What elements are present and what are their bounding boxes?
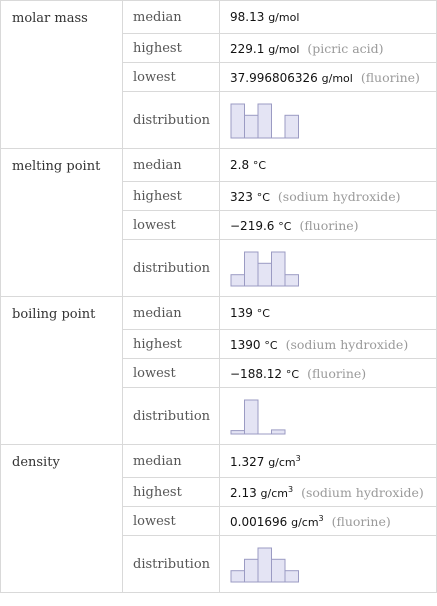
stat-value: [220, 359, 437, 388]
histogram-bar: [258, 548, 272, 582]
stat-label: lowest: [123, 507, 220, 536]
stat-value: [220, 182, 437, 211]
value-unit: °C: [256, 307, 270, 320]
value-unit: g/cm: [291, 515, 319, 529]
value-number: 37.996806326: [230, 70, 318, 85]
stat-value: [220, 34, 437, 63]
value-note: (fluorine): [360, 69, 420, 85]
histogram-bar: [285, 115, 299, 138]
property-name: boiling point: [1, 297, 123, 445]
histogram-bar: [272, 559, 286, 582]
value-number: 0.001696: [230, 514, 288, 529]
value-number: 323: [230, 189, 253, 204]
value-note: (sodium hydroxide): [301, 484, 424, 500]
value-note: (fluorine): [307, 365, 367, 381]
stat-label: lowest: [123, 359, 220, 388]
histogram-bar: [272, 430, 286, 434]
value-number: 98.13: [230, 10, 265, 24]
value-unit: g/mol: [268, 42, 300, 56]
stat-value: [220, 1, 437, 34]
stat-label: median: [123, 149, 220, 182]
stat-label: lowest: [123, 63, 220, 92]
table-row: [1, 1, 437, 34]
unit-exponent: 3: [295, 453, 301, 463]
unit-exponent: 3: [318, 513, 324, 523]
stat-label: lowest: [123, 211, 220, 240]
value-unit: g/cm: [268, 455, 296, 469]
table-row: [1, 297, 437, 330]
distribution-cell: [220, 536, 437, 593]
value-number: −188.12: [230, 366, 283, 381]
stat-value: [220, 63, 437, 92]
histogram-bar: [258, 263, 272, 286]
value-unit: °C: [256, 190, 270, 204]
stat-value: [220, 211, 437, 240]
value-number: 2.13: [230, 485, 257, 500]
histogram-bar: [231, 275, 245, 286]
distribution-cell: [220, 388, 437, 445]
stat-label: median: [123, 445, 220, 478]
stat-label: highest: [123, 182, 220, 211]
stat-label: distribution: [123, 92, 220, 149]
value-number: 229.1: [230, 41, 265, 56]
value-number: 1.327: [230, 454, 265, 469]
value-note: (sodium hydroxide): [277, 188, 401, 204]
value-note: (picric acid): [307, 40, 384, 56]
stat-value: [220, 149, 437, 182]
distribution-histogram: [230, 248, 310, 290]
histogram-bar: [258, 104, 272, 138]
value-number: 2.8: [230, 158, 250, 172]
stat-label: distribution: [123, 536, 220, 593]
stat-label: highest: [123, 34, 220, 63]
value-number: −219.6: [230, 218, 275, 233]
value-unit: g/mol: [321, 71, 353, 85]
stat-value: [220, 445, 437, 478]
histogram-bar: [231, 571, 245, 582]
table-row: [1, 445, 437, 478]
value-unit: g/cm: [260, 486, 288, 500]
value-note: (sodium hydroxide): [285, 336, 409, 352]
value-unit: °C: [278, 219, 292, 233]
histogram-bar: [245, 115, 259, 138]
stat-label: median: [123, 1, 220, 34]
stat-value: [220, 478, 437, 507]
stat-label: distribution: [123, 240, 220, 297]
distribution-cell: [220, 240, 437, 297]
stat-value: [220, 507, 437, 536]
value-number: 1390: [230, 337, 261, 352]
stat-label: distribution: [123, 388, 220, 445]
value-number: 139: [230, 306, 253, 320]
stat-value: [220, 330, 437, 359]
histogram-bar: [245, 400, 259, 434]
histogram-bar: [285, 571, 299, 582]
stat-label: highest: [123, 478, 220, 507]
property-name: density: [1, 445, 123, 593]
histogram-bar: [272, 252, 286, 286]
distribution-histogram: [230, 544, 310, 586]
histogram-bar: [285, 275, 299, 286]
distribution-cell: [220, 92, 437, 149]
property-name: molar mass: [1, 1, 123, 149]
stat-label: median: [123, 297, 220, 330]
value-unit: °C: [252, 159, 267, 172]
histogram-bar: [231, 104, 245, 138]
value-unit: °C: [285, 367, 300, 381]
value-unit: °C: [264, 338, 278, 352]
table-row: [1, 149, 437, 182]
histogram-bar: [245, 559, 259, 582]
distribution-histogram: [230, 100, 310, 142]
histogram-bar: [231, 431, 245, 434]
stat-value: [220, 297, 437, 330]
distribution-histogram: [230, 396, 310, 438]
value-note: (fluorine): [331, 513, 391, 529]
property-name: melting point: [1, 149, 123, 297]
value-note: (fluorine): [299, 217, 359, 233]
unit-exponent: 3: [288, 484, 294, 494]
histogram-bar: [245, 252, 259, 286]
stat-label: highest: [123, 330, 220, 359]
value-unit: g/mol: [268, 11, 300, 24]
